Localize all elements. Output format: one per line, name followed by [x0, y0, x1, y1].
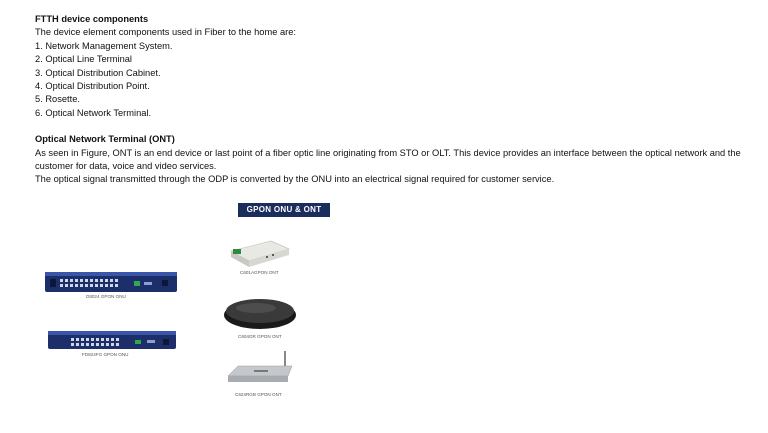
list-item: 4. Optical Distribution Point. [35, 81, 150, 92]
intro-text: The device element components used in Fiber to the home are: [35, 27, 296, 38]
switch2-caption: FD824FG GPON ONU [82, 352, 129, 357]
gpon-switch-image [44, 270, 178, 294]
switch1-caption: D8024 GPON ONU [86, 294, 126, 299]
list-item: 3. Optical Distribution Cabinet. [35, 67, 161, 78]
section-title-ftth: FTTH device components [35, 14, 149, 24]
router-device-image [224, 350, 296, 388]
ont-device-image [227, 237, 293, 269]
figure-banner: GPON ONU & ONT [238, 203, 330, 217]
list-item: 5. Rosette. [35, 94, 80, 105]
gpon-switch-image [47, 330, 177, 350]
ont1-caption: C601AGPON ONT [240, 270, 279, 275]
list-item: 1. Network Management System. [35, 40, 173, 51]
ont-device-image [222, 295, 298, 331]
document-text [35, 13, 750, 187]
ont-paragraph-1: As seen in Figure, ONT is an end device or last point of a fiber optic line originating from STO or OLT. This device provides an interface between the optical network and the customer for data, voice and video services. [35, 147, 741, 172]
ont2-caption: C604GR GPON ONT [238, 334, 282, 339]
section-title-ont: Optical Network Terminal (ONT) [35, 134, 175, 145]
ont-paragraph-2: The optical signal transmitted through the ODP is converted by the ONU into an electrical signal required for customer service. [35, 174, 555, 185]
list-item: 6. Optical Network Terminal. [35, 107, 152, 118]
list-item: 2. Optical Line Terminal [35, 54, 132, 65]
ont3-caption: C624RGB GPON ONT [235, 392, 282, 397]
